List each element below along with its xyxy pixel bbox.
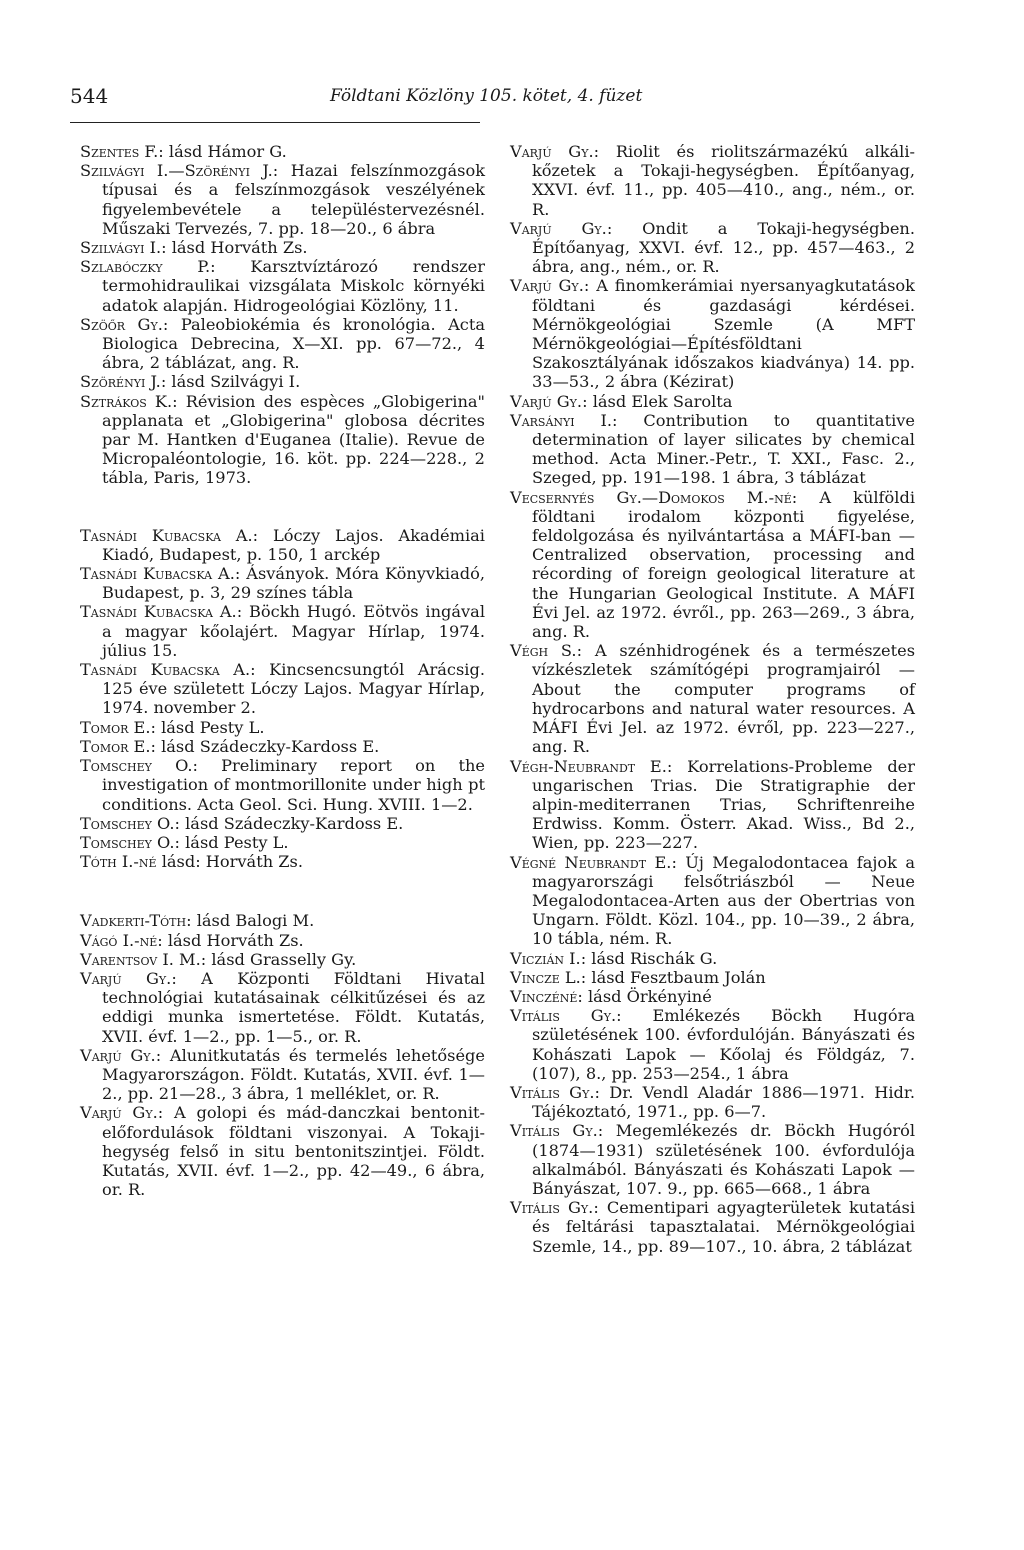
entry-author: Végh S.	[510, 641, 577, 661]
entry-author: Tomor E.	[80, 736, 151, 756]
entry-text: : Cementipari agyagterületek kutatási és feltárási tapasztalatai. Mérnökgeológiai Szemle, 14., pp. 89—107., 10. ábra, 2 táblázat	[532, 1198, 915, 1256]
entry-text: : A finomkerámiai nyersanyagkutatások földtani és gazdasági kérdései. Mérnökgeológiai Szemle (A MFT Mérnökgeológiai—Építésföldtani Szakosztályának időszakos kiadványa) 14. pp. 33—53., 2 ábra (Kézirat)	[532, 276, 915, 392]
bibliography-entry	[510, 757, 915, 853]
entry-text: : Contribution to quantitative determination of layer silicates by chemical method. Acta Miner.-Petr., T. XXI., Fasc. 2., Szeged, pp. 191—198. 1 ábra, 3 táblázat	[532, 410, 915, 488]
entry-text: : A Központi Földtani Hivatal technológiai kutatásainak célkitűzései és az eddigi munka ismertetése. Földt. Kutatás, XVII. évf. 1—2., pp. 1—5., or. R.	[102, 968, 485, 1046]
bibliography-entry	[80, 833, 485, 852]
entry-text: : lásd Balogi M.	[186, 911, 315, 931]
entry-author: Tasnádi Kubacska A.	[80, 564, 235, 584]
bibliography-entry	[80, 315, 485, 373]
entry-author: Varjú Gy.	[80, 1103, 158, 1123]
bibliography-entry	[510, 1198, 915, 1256]
bibliography-entry	[80, 1103, 485, 1199]
bibliography-entry	[80, 161, 485, 238]
entry-text: : lásd Szádeczky-Kardoss E.	[174, 813, 404, 833]
bibliography-entry	[510, 392, 915, 411]
entry-author: Szlabóczky P.	[80, 257, 211, 277]
bibliography-entry	[80, 737, 485, 756]
entry-author: Varjú Gy.	[510, 142, 594, 161]
bibliography-entry	[80, 931, 485, 950]
entry-text: : lásd Hámor G.	[158, 142, 287, 161]
entry-text: : lásd Szádeczky-Kardoss E.	[150, 736, 380, 756]
bibliography-entry	[80, 372, 485, 391]
section-gap	[80, 488, 485, 526]
bibliography-entry	[510, 488, 915, 642]
bibliography-entry	[80, 756, 485, 814]
bibliography-entry	[510, 142, 915, 219]
entry-text: : Megemlékezés dr. Böckh Hugóról (1874—1931) születésének 100. évfordulója alkalmából. Bányászati és Kohászati Lapok — Bányászat, 107. 9., pp. 665—668., 1 ábra	[532, 1121, 916, 1198]
bibliography-entry	[510, 968, 915, 987]
entry-author: Sztrákos K.	[80, 391, 173, 411]
entry-author: Varjú Gy.	[510, 218, 607, 238]
entry-text: : Új Megalodontacea fajok a magyarországi felsőtriászból — Neue Megalodontacea-Arten aus der Obertrias von Ungarn. Földt. Közl. 104., pp. 10—39., 2 ábra, 10 tábla, ném. R.	[532, 852, 915, 949]
bibliography-entry	[510, 276, 915, 391]
entry-text: : lásd Fesztbaum Jolán	[580, 967, 766, 987]
entry-author: Tóth I.-né	[80, 852, 157, 872]
bibliography-entry	[80, 257, 485, 315]
entry-author: Varjú Gy.	[80, 968, 172, 988]
bibliography-entry	[80, 660, 485, 718]
entry-text: : lásd Horváth Zs.	[161, 238, 308, 258]
entry-author: Vitális Gy.	[510, 1006, 617, 1026]
entry-author: Tomor E.	[80, 717, 151, 737]
bibliography-entry	[80, 969, 485, 1046]
entry-text: : lásd Pesty L.	[174, 832, 289, 852]
bibliography-entry	[80, 911, 485, 930]
entry-author: Tasnádi Kubacska A.	[80, 660, 251, 680]
bibliography-entry	[80, 564, 485, 602]
entry-text: : lásd Elek Sarolta	[582, 391, 733, 411]
entry-text: : A külföldi földtani irodalom központi figyelése, feldolgozása és nyilvántartása a MÁFI-ban — Centralized observation, processing and récording of foreign geological literature at the Hungarian Geological Institute. A MÁFI Évi Jel. az 1972. évről., pp. 263—269., 3 ábra, ang. R.	[532, 487, 915, 642]
entry-text: : Böckh Hugó. Eötvös ingával a magyar kőolajért. Magyar Hírlap, 1974. július 15.	[102, 602, 485, 660]
entry-text: lásd: Horváth Zs.	[156, 852, 303, 872]
entry-text: : lásd Örkényiné	[577, 986, 712, 1006]
bibliography-entry	[80, 238, 485, 257]
entry-text: : Révision des espèces „Globigerina" applanata et „Globigerina" globosa décrites par M. Hantken d'Euganea (Italie). Revue de Micropaléontologie, 16. köt. pp. 224—228., 2 tábla, Paris, 1973.	[102, 391, 485, 488]
bibliography-entry	[80, 142, 485, 161]
bibliography-entry	[510, 853, 915, 949]
entry-author: Varjú Gy.	[80, 1045, 156, 1065]
entry-author: Varjú Gy.	[510, 391, 583, 411]
bibliography-entry	[510, 641, 915, 756]
bibliography-entry	[80, 718, 485, 737]
entry-author: Varjú Gy.	[510, 276, 584, 296]
entry-text: : Preliminary report on the investigation of montmorillonite under high pt conditions. Acta Geol. Sci. Hung. XVIII. 1—2.	[102, 756, 486, 814]
entry-author: Szörényi J.	[80, 372, 161, 392]
entry-text: : Ásványok. Móra Könyvkiadó, Budapest, p. 3, 29 színes tábla	[102, 564, 485, 603]
left-column	[80, 142, 485, 1199]
bibliography-entry	[80, 852, 485, 871]
right-column	[510, 142, 915, 1256]
entry-text: : Hazai felszínmozgások típusai és a felszínmozgások veszélyének figyelembevétele a településtervezésnél. Műszaki Tervezés, 7. pp. 18—20., 6 ábra	[102, 161, 485, 238]
entry-author: Vitális Gy.	[510, 1121, 598, 1141]
entry-text: : Alunitkutatás és termelés lehetősége Magyarországon. Földt. Kutatás, XVII. évf. 1—2., pp. 21—28., 3 ábra, 1 melléklet, or. R.	[102, 1045, 485, 1104]
entry-text: : lásd Rischák G.	[580, 948, 718, 968]
bibliography-entry	[510, 949, 915, 968]
entry-author: Varsányi I.	[510, 410, 613, 430]
entry-text: : lásd Pesty L.	[150, 717, 265, 737]
entry-text: : lásd Grasselly Gy.	[200, 949, 357, 969]
entry-text: : Ondit a Tokaji-hegységben. Építőanyag, XXVI. évf. 12., pp. 457—463., 2 ábra, ang., ném., or. R.	[532, 218, 915, 277]
entry-text: : Kincsencsungtól Arácsig. 125 éve született Lóczy Lajos. Magyar Hírlap, 1974. november 2.	[102, 660, 485, 718]
section-gap	[80, 871, 485, 911]
page-header	[70, 82, 643, 123]
entry-author: Tasnádi Kubacska A.	[80, 525, 253, 545]
bibliography-entry	[510, 1121, 915, 1198]
entry-author: Vincze L.	[510, 967, 581, 987]
entry-author: Vadkerti-Tóth	[80, 911, 187, 931]
bibliography-entry	[80, 526, 485, 564]
entry-author: Vitális Gy.	[510, 1082, 595, 1102]
bibliography-entry	[510, 1006, 915, 1083]
bibliography-entry	[510, 987, 915, 1006]
bibliography-entry	[80, 602, 485, 660]
bibliography-entry	[510, 1083, 915, 1121]
entry-text: : lásd Horváth Zs.	[157, 930, 304, 950]
entry-author: Szentes F.	[80, 142, 159, 161]
entry-author: Varentsov I. M.	[80, 949, 201, 969]
bibliography-entry	[510, 219, 915, 277]
entry-text: : Dr. Vendl Aladár 1886—1971. Hidr. Tájékoztató, 1971., pp. 6—7.	[532, 1082, 915, 1122]
bibliography-entry	[80, 392, 485, 488]
bibliography-entry	[510, 411, 915, 488]
entry-author: Szöőr Gy.	[80, 314, 163, 334]
entry-author: Tomschey O.	[80, 813, 175, 833]
entry-text: : Karsztvíztározó rendszer termohidraulikai vizsgálata Miskolc környéki adatok alapján. Hidrogeológiai Közlöny, 11.	[102, 257, 485, 315]
entry-text: : Emlékezés Böckh Hugóra születésének 100. évfordulóján. Bányászati és Kohászati Lapok — Kőolaj és Földgáz, 7. (107), 8., pp. 253—254., 1 ábra	[532, 1006, 915, 1083]
entry-author: Szilvágyi I.—Szörényi J.	[80, 161, 273, 181]
running-title: Földtani Közlöny 105. kötet, 4. füzet	[330, 86, 643, 106]
entry-text: : A golopi és mád-danczkai bentonit-előfordulások földtani viszonyai. A Tokaji-hegység felső in situ bentonitszintjei. Földt. Kutatás, XVII. évf. 1—2., pp. 42—49., 6 ábra, or. R.	[102, 1103, 485, 1200]
entry-author: Vágó I.-né	[80, 930, 158, 950]
entry-author: Vecsernyés Gy.—Domokos M.-né	[510, 487, 792, 507]
entry-text: : lásd Szilvágyi I.	[160, 372, 301, 392]
entry-text: : Paleobiokémia és kronológia. Acta Biologica Debrecina, X—XI. pp. 67—72., 4 ábra, 2 táblázat, ang. R.	[102, 314, 485, 373]
entry-text: : Korrelations-Probleme der ungarischen Trias. Die Stratigraphie der alpin-mediterranen Trias, Schriftenreihe Erdwiss. Komm. Österr. Akad. Wiss., Bd 2., Wien, pp. 223—227.	[532, 756, 915, 853]
entry-author: Tomschey O.	[80, 832, 175, 852]
entry-author: Tomschey O.	[80, 756, 193, 776]
entry-text: : Riolit és riolitszármazékú alkáli-kőzetek a Tokaji-hegységben. Építőanyag, XXVI. évf. 11., pp. 405—410., ang., ném., or. R.	[532, 142, 915, 219]
entry-author: Végné Neubrandt E.	[510, 852, 672, 872]
bibliography-entry	[80, 814, 485, 833]
entry-author: Viczián I.	[510, 948, 581, 968]
entry-text: : A szénhidrogének és a természetes vízkészletek számítógépi programjairól — About the computer programs of hydrocarbons and natural water resources. A MÁFI Évi Jel. az 1972. évről, pp. 223—227., ang. R.	[532, 641, 916, 757]
entry-author: Vitális Gy.	[510, 1198, 594, 1218]
entry-text: : Lóczy Lajos. Akadémiai Kiadó, Budapest, p. 150, 1 arckép	[102, 525, 485, 564]
bibliography-entry	[80, 1046, 485, 1104]
entry-author: Szilvágyi I.	[80, 238, 162, 258]
entry-author: Végh-Neubrandt E.	[510, 756, 667, 776]
entry-author: Vinczéné	[510, 986, 578, 1006]
bibliography-entry	[80, 950, 485, 969]
entry-author: Tasnádi Kubacska A.	[80, 602, 237, 622]
page-number: 544	[70, 84, 109, 108]
